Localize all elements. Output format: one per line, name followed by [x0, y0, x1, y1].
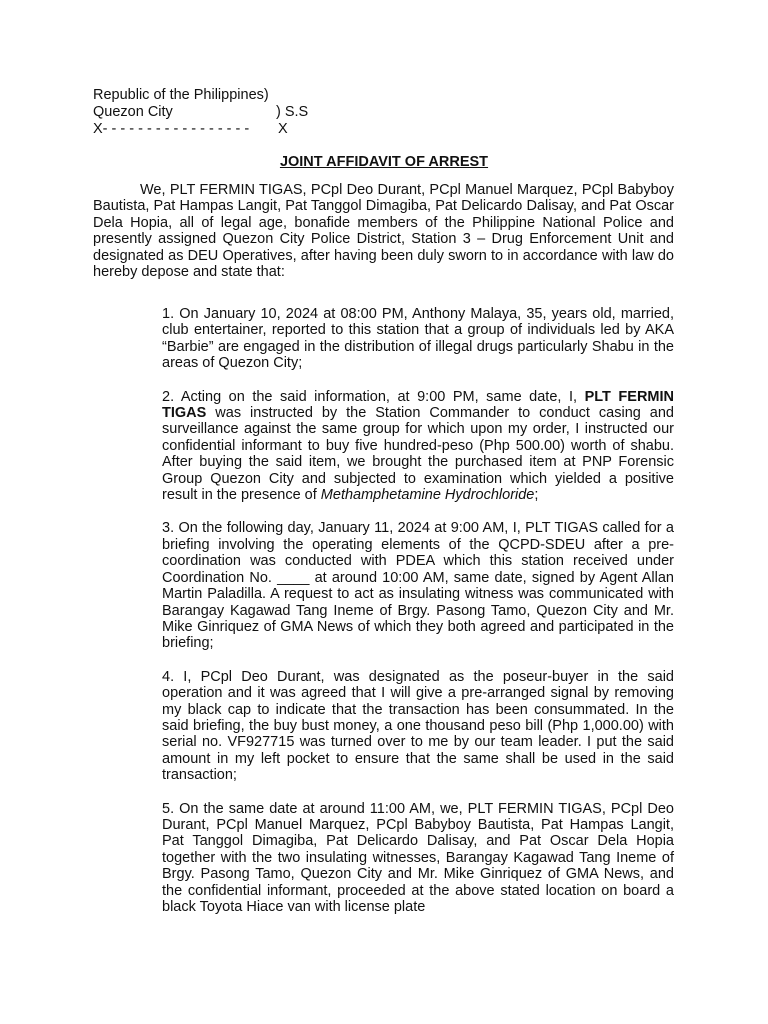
header-republic-text: Republic of the Philippines) — [93, 87, 269, 103]
statement-2-italic-substance: Methamphetamine Hydrochloride — [320, 487, 535, 504]
statement-4: 4. I, PCpl Deo Durant, was designated as the poseur-buyer in the said operation and it was agreed that I will give a pre-arranged signal by removing my black cap to indicate that the transaction has been consummated. In the said briefing, the buy bust money, a one thousand peso bill (Php 1,000.00) with serial no. VF927715 was turned over to me by our team leader. I put the said amount in my left pocket to ensure that the same shall be used in the said transaction; — [162, 668, 674, 784]
statement-2-text-c: ; — [534, 487, 539, 504]
header-dashes: X- - - - - - - - - - - - - - - - - — [93, 121, 250, 137]
venue-header — [93, 87, 309, 138]
header-x-mark: X — [278, 121, 288, 137]
statement-3: 3. On the following day, January 11, 2024 at 9:00 AM, I, PLT TIGAS called for a briefing involving the operating elements of the QCPD-SDEU after a pre-coordination was conducted with PDEA which this station received under Coordination No. ____ at around 10:00 AM, same date, signed by Agent Allan Martin Paladilla. A request to act as insulating witness was communicated with Barangay Kagawad Tang Ineme of Brgy. Pasong Tamo, Quezon City and Mr. Mike Ginriquez of GMA News of which they both agreed and participated in the briefing; — [162, 520, 674, 652]
intro-paragraph: We, PLT FERMIN TIGAS, PCpl Deo Durant, PCpl Manuel Marquez, PCpl Babyboy Bautista, Pat Hampas Langit, Pat Tanggol Dimagiba, Pat Delicardo Dalisay, and Pat Oscar Dela Hopia, all of legal age, bonafide members of the Philippine National Police and presently assigned Quezon City Police District, Station 3 – Drug Enforcement Unit and designated as DEU Operatives, after having been duly sworn to in accordance with law do hereby depose and state that: — [93, 182, 674, 281]
header-city-text: Quezon City — [93, 104, 173, 120]
header-ss-text: ) S.S — [276, 104, 309, 120]
statement-2-bold-name: PLT FERMIN TIGAS — [162, 388, 675, 422]
statement-2-text-b: was instructed by the Station Commander to conduct casing and surveillance against the same group for which upon my order, I instructed our confidential informant to buy five hundred-peso (Php 500.00) worth of shabu. After buying the said item, we brought the purchased item at PNP Forensic Group Quezon City and subjected to examination which yielded a positive result in the presence of — [162, 405, 674, 504]
numbered-statements — [162, 306, 674, 932]
statement-1: 1. On January 10, 2024 at 08:00 PM, Anthony Malaya, 35, years old, married, club entertainer, reported to this station that a group of individuals led by AKA “Barbie” are engaged in the distribution of illegal drugs particularly Shabu in the areas of Quezon City; — [162, 306, 674, 372]
statement-2-text-a: 2. Acting on the said information, at 9:00 PM, same date, I, — [162, 388, 585, 405]
statement-5: 5. On the same date at around 11:00 AM, we, PLT FERMIN TIGAS, PCpl Deo Durant, PCpl Manuel Marquez, PCpl Babyboy Bautista, Pat Hampas Langit, Pat Tanggol Dimagiba, Pat Delicardo Dalisay, and Pat Oscar Dela Hopia together with the two insulating witnesses, Barangay Kagawad Tang Ineme of Brgy. Pasong Tamo, Quezon City and Mr. Mike Ginriquez of GMA News, and the confidential informant, proceeded at the above stated location on board a black Toyota Hiace van with license plate — [162, 800, 674, 915]
statement-2 — [162, 389, 674, 504]
document-title: JOINT AFFIDAVIT OF ARREST — [279, 154, 489, 170]
header-line-republic — [93, 87, 269, 104]
header-line-city — [93, 104, 309, 121]
header-line-separator — [93, 121, 288, 138]
